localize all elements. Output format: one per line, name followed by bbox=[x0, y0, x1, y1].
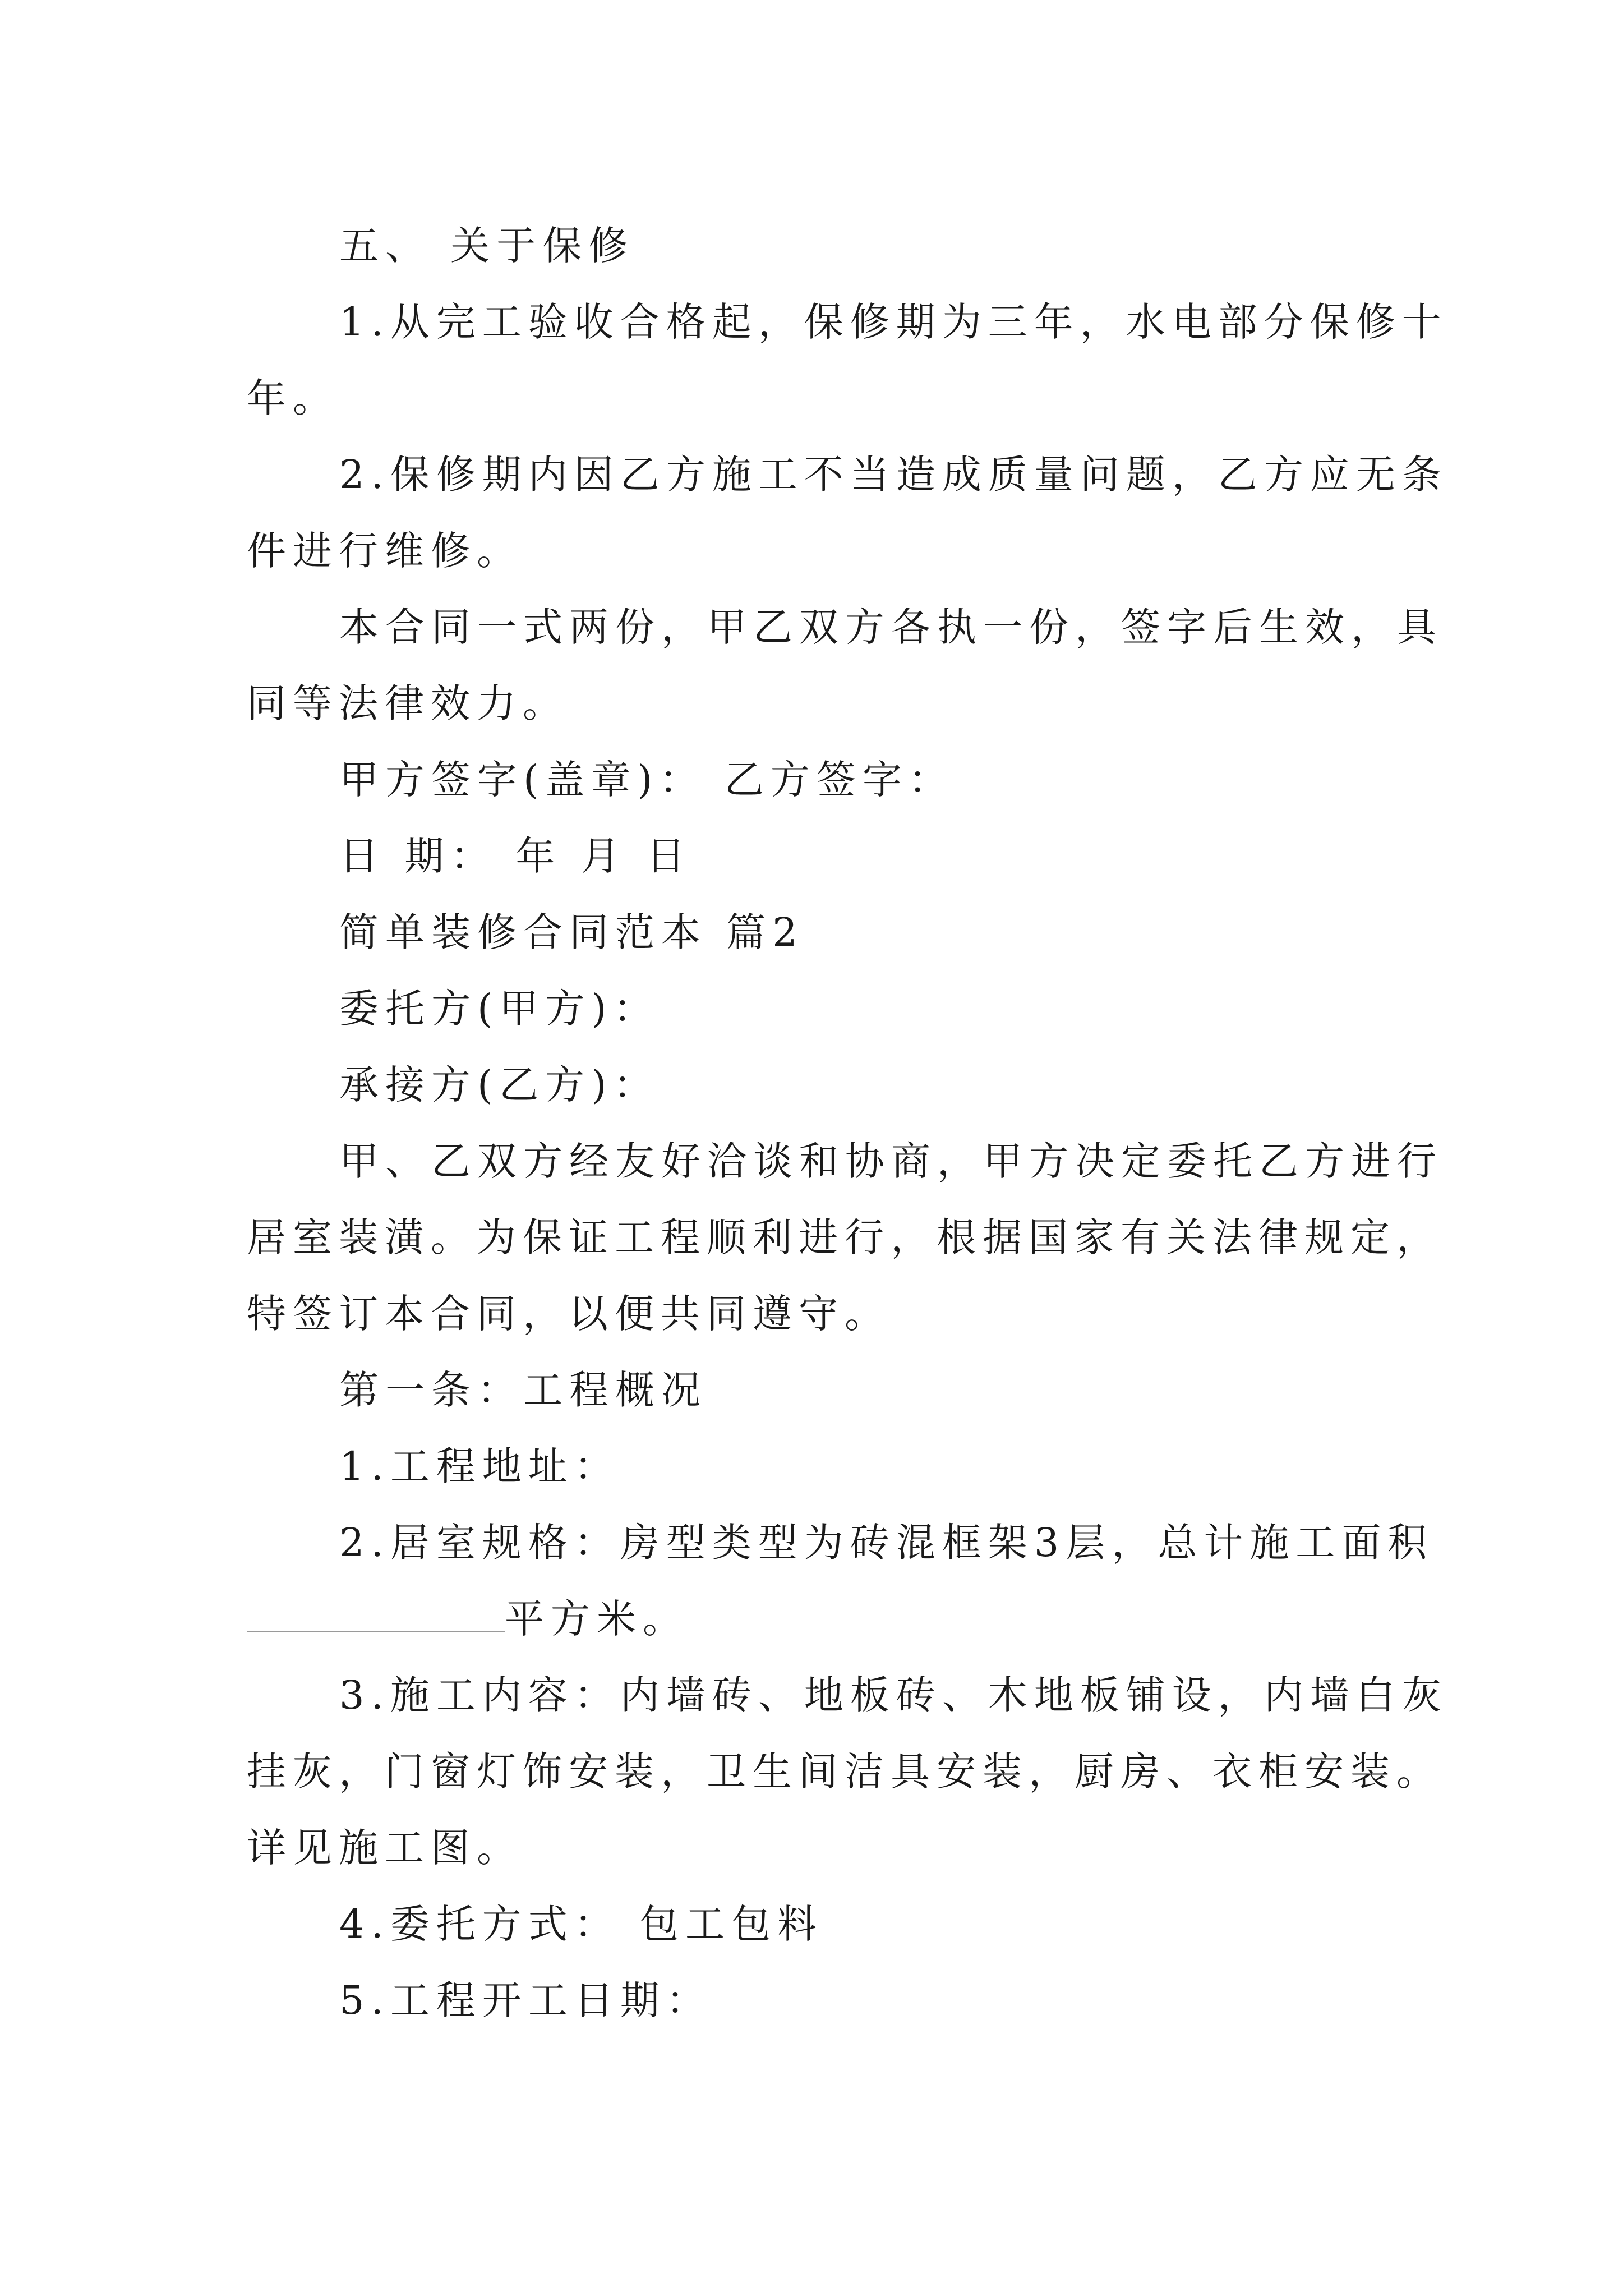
area-unit-text: 平方米。 bbox=[505, 1596, 689, 1642]
paragraph-line: 2.保修期内因乙方施工不当造成质量问题，乙方应无条 bbox=[339, 452, 1448, 498]
paragraph-line: 5.工程开工日期： bbox=[339, 1977, 712, 2023]
paragraph-line: 1.工程地址： bbox=[339, 1443, 620, 1489]
article-heading: 第一条：工程概况 bbox=[339, 1367, 707, 1413]
paragraph-line: 本合同一式两份，甲乙双方各执一份，签字后生效，具 bbox=[339, 604, 1443, 650]
paragraph-line: 年。 bbox=[247, 375, 339, 421]
paragraph-line: 件进行维修。 bbox=[247, 528, 523, 574]
paragraph-line: 挂灰，门窗灯饰安装，卫生间洁具安装，厨房、衣柜安装。 bbox=[247, 1749, 1442, 1795]
paragraph-line: 特签订本合同，以便共同遵守。 bbox=[247, 1291, 891, 1337]
contract-title: 简单装修合同范本 篇2 bbox=[339, 909, 804, 955]
contractor-party-line: 承接方(乙方)： bbox=[339, 1062, 660, 1108]
paragraph-line: 居室装潢。为保证工程顺利进行，根据国家有关法律规定， bbox=[247, 1214, 1442, 1260]
paragraph-line: 甲、乙双方经友好洽谈和协商，甲方决定委托乙方进行 bbox=[339, 1138, 1443, 1184]
paragraph-line: 4.委托方式： 包工包料 bbox=[339, 1901, 824, 1947]
signature-line: 甲方签字(盖章)： 乙方签字： bbox=[339, 757, 955, 803]
blank-fill-line bbox=[247, 1597, 505, 1632]
paragraph-line: 详见施工图。 bbox=[247, 1825, 523, 1871]
paragraph-line: 2.居室规格：房型类型为砖混框架3层，总计施工面积 bbox=[339, 1520, 1434, 1566]
client-party-line: 委托方(甲方)： bbox=[339, 986, 660, 1032]
paragraph-line: 同等法律效力。 bbox=[247, 680, 569, 726]
paragraph-line: 1.从完工验收合格起，保修期为三年，水电部分保修十 bbox=[339, 299, 1448, 345]
date-line: 日 期： 年 月 日 bbox=[339, 833, 693, 879]
area-line bbox=[247, 1581, 1380, 1657]
paragraph-line: 3.施工内容：内墙砖、地板砖、木地板铺设，内墙白灰 bbox=[339, 1672, 1448, 1718]
document-body bbox=[247, 208, 1448, 2039]
section-heading-warranty: 五、 关于保修 bbox=[339, 223, 635, 269]
